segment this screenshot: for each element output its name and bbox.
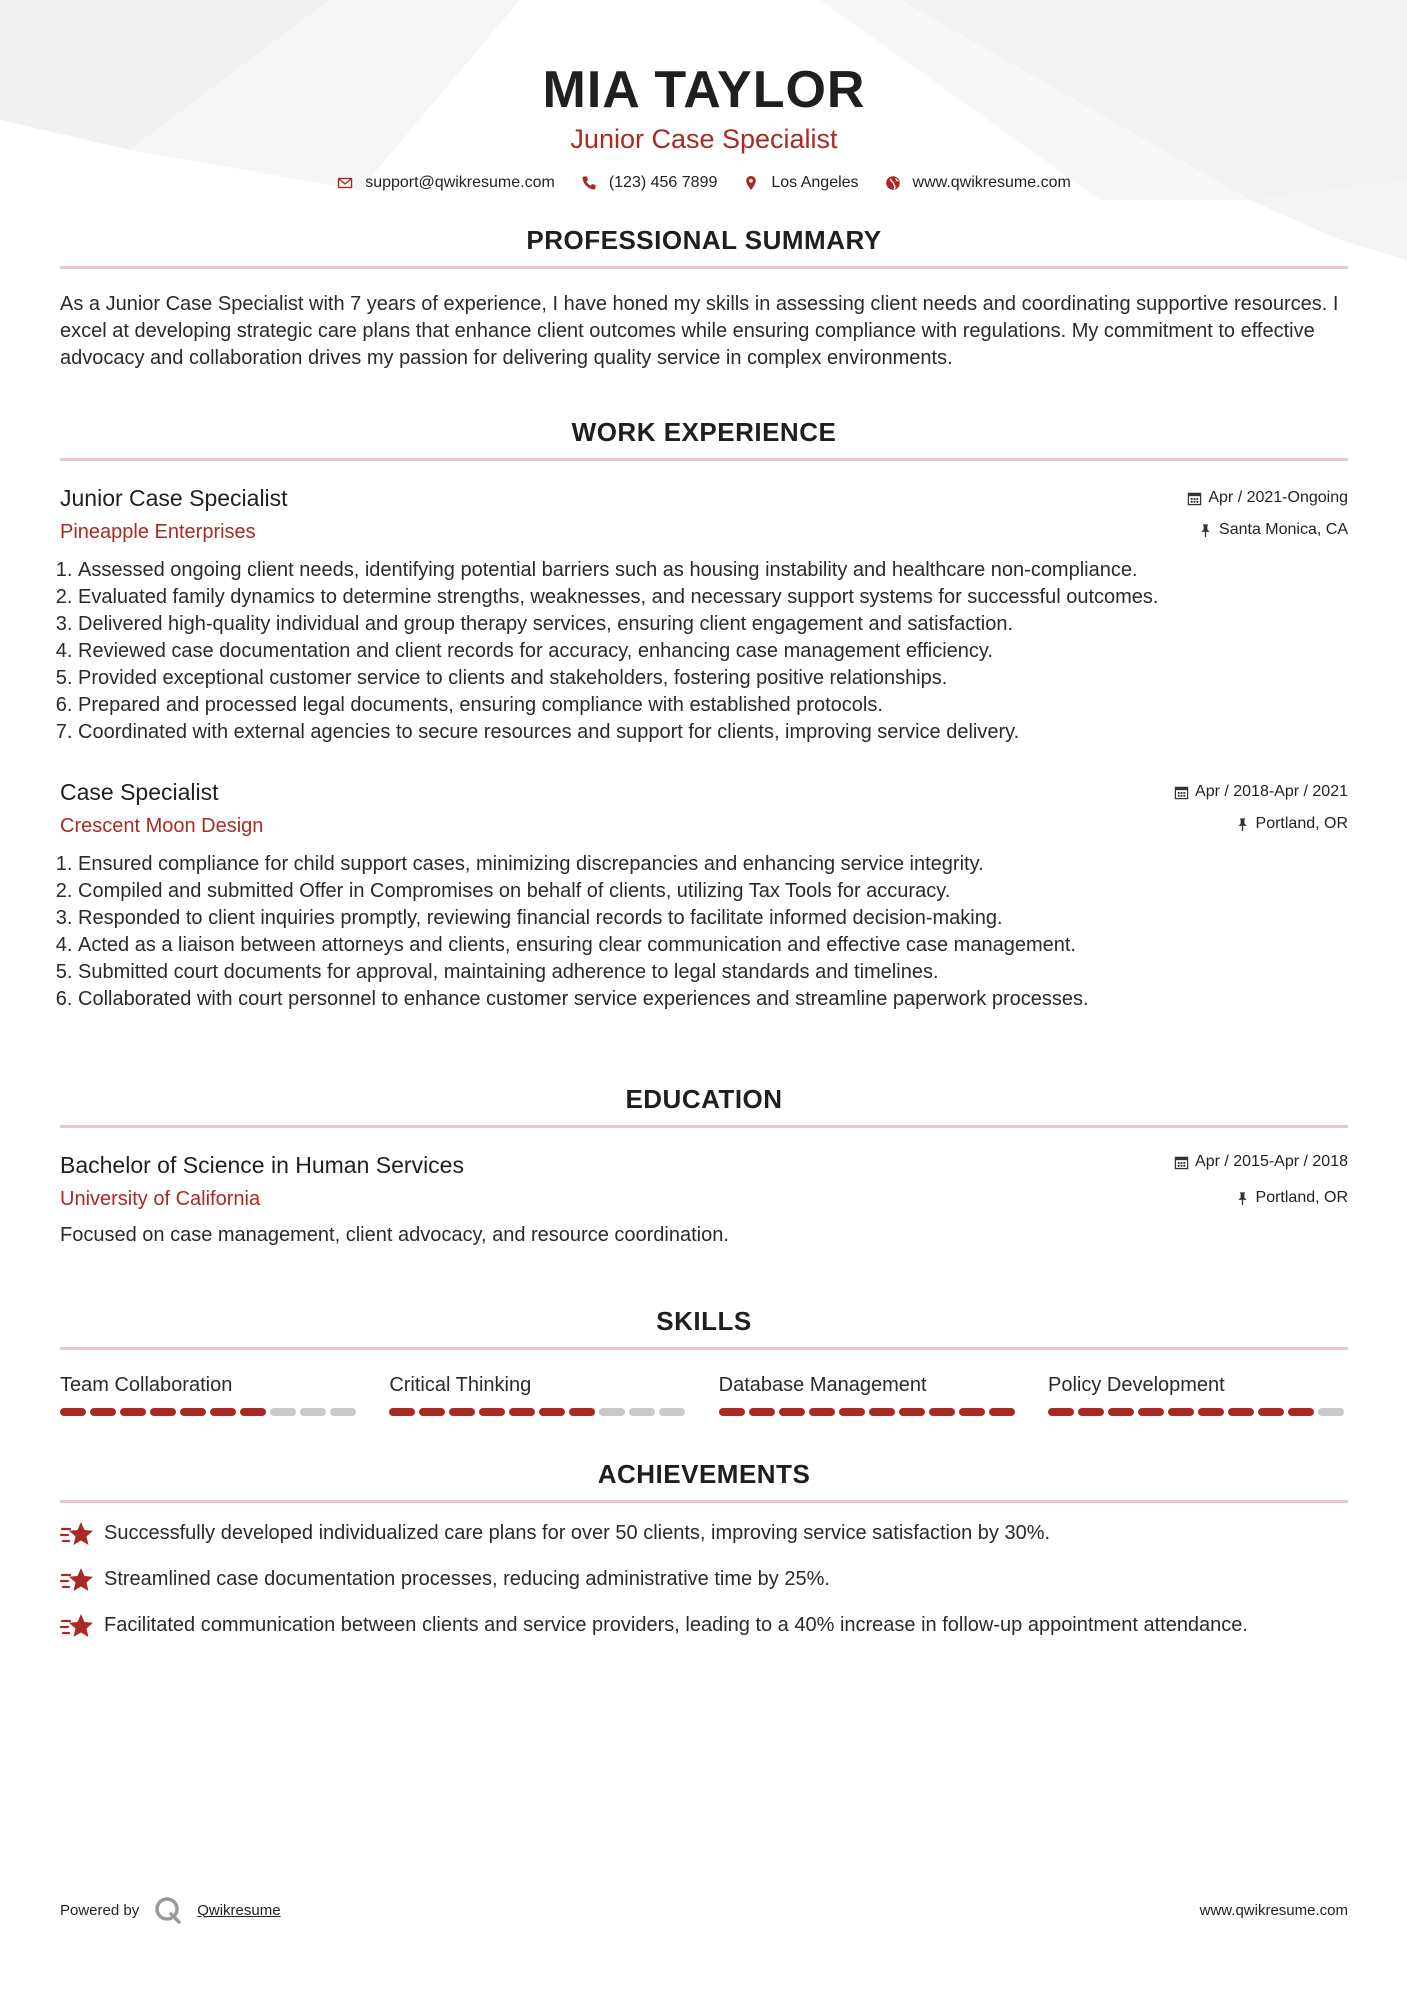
skill-level-bar [1048,1408,1348,1416]
list-item: 3. Responded to client inquiries promptly, reviewing financial records to facilitate informed decision-making. [78,905,1348,932]
skill-level-bar [389,1408,689,1416]
skill-item [60,1372,360,1416]
summary-section [60,224,1348,372]
section-divider [60,1125,1348,1128]
section-divider [60,1500,1348,1503]
contact-location-text: Los Angeles [771,174,859,191]
skill-segment-filled [509,1408,535,1416]
contact-phone-text: (123) 456 7899 [608,174,718,191]
qwikresume-link[interactable]: Qwikresume [197,1901,281,1919]
skill-segment-filled [539,1408,565,1416]
list-item: 6. Prepared and processed legal documents, ensuring compliance with established protocols. [78,692,1348,719]
skill-segment-filled [449,1408,475,1416]
skill-segment-empty [270,1408,296,1416]
achievement-item [60,1520,1348,1549]
education-dates: Apr / 2015-Apr / 2018 [1195,1153,1348,1170]
achievement-item [60,1566,1348,1595]
skill-segment-filled [1228,1408,1254,1416]
skill-segment-filled [749,1408,775,1416]
skill-segment-filled [839,1408,865,1416]
skill-segment-filled [240,1408,266,1416]
achievement-text: Streamlined case documentation processes, reducing administrative time by 25%. [104,1568,830,1590]
skill-item [1048,1372,1348,1416]
skill-segment-filled [389,1408,415,1416]
contact-website-text: www.qwikresume.com [912,174,1071,191]
experience-section [60,416,1348,1013]
list-item: 4. Reviewed case documentation and client records for accuracy, enhancing case management efficiency. [78,638,1348,665]
job-location: Santa Monica, CA [1219,521,1348,538]
skill-segment-filled [1138,1408,1164,1416]
globe-icon [885,175,901,191]
list-item: 6. Collaborated with court personnel to enhance customer service experiences and streamline paperwork processes. [78,986,1348,1013]
qwikresume-logo-icon [153,1895,183,1925]
skills-list [60,1372,1348,1416]
job-company: Pineapple Enterprises [60,521,256,543]
skill-segment-filled [809,1408,835,1416]
candidate-name: MIA TAYLOR [542,61,866,119]
calendar-icon [1187,491,1202,506]
experience-heading: WORK EXPERIENCE [571,417,837,447]
job-company: Crescent Moon Design [60,815,264,837]
contact-email[interactable] [337,174,555,192]
skill-name: Database Management [718,1374,927,1396]
job-location: Portland, OR [1255,815,1348,832]
education-location: Portland, OR [1255,1189,1348,1206]
achievement-item [60,1612,1348,1641]
achievements-section [60,1458,1348,1641]
skill-name: Policy Development [1047,1374,1225,1396]
list-item: 1. Assessed ongoing client needs, identifying potential barriers such as housing instability and healthcare non-compliance. [78,557,1348,584]
achievements-heading: ACHIEVEMENTS [597,1459,811,1489]
education-description: Focused on case management, client advocacy, and resource coordination. [60,1224,729,1246]
section-divider [60,1347,1348,1350]
skill-name: Critical Thinking [389,1374,532,1396]
achievement-text: Facilitated communication between clients and service providers, leading to a 40% increase in follow-up appointment attendance. [104,1614,1248,1636]
skill-level-bar [719,1408,1019,1416]
skill-segment-filled [419,1408,445,1416]
list-item: 4. Acted as a liaison between attorneys and clients, ensuring clear communication and effective case management. [78,932,1348,959]
job-title: Case Specialist [60,779,219,805]
skill-segment-filled [1198,1408,1224,1416]
job-responsibilities [60,851,1348,1013]
contact-email-text: support@qwikresume.com [365,174,555,191]
skill-segment-filled [479,1408,505,1416]
skill-segment-filled [1168,1408,1194,1416]
skill-segment-empty [599,1408,625,1416]
skill-segment-filled [210,1408,236,1416]
skill-segment-filled [120,1408,146,1416]
section-divider [60,458,1348,461]
job-responsibilities [60,557,1348,746]
job-dates: Apr / 2021-Ongoing [1208,489,1348,506]
job-entry [60,483,1348,746]
calendar-icon [1174,785,1189,800]
powered-by-label: Powered by [60,1901,140,1919]
envelope-icon [337,175,353,191]
section-divider [60,266,1348,269]
contact-location [743,174,858,192]
skill-segment-empty [1318,1408,1344,1416]
summary-text: As a Junior Case Specialist with 7 years of experience, I have honed my skills in assessing client needs and coordinating supportive resources. I excel at developing strategic care plans that enhance client outcomes while ensuring compliance with regulations. My commitment to effective advocacy and collaboration drives my passion for delivering quality service in complex environments. [60,293,1339,369]
list-item: 2. Evaluated family dynamics to determine strengths, weaknesses, and necessary support systems for successful outcomes. [78,584,1348,611]
job-meta [1174,777,1348,834]
skill-item [389,1372,689,1416]
skills-heading: SKILLS [656,1306,752,1336]
skill-segment-filled [869,1408,895,1416]
list-item: 3. Delivered high-quality individual and group therapy services, ensuring client engagement and satisfaction. [78,611,1348,638]
skill-segment-filled [899,1408,925,1416]
resume-header [60,58,1348,192]
skill-segment-filled [1078,1408,1104,1416]
education-entry [60,1150,1348,1249]
skill-segment-filled [1258,1408,1284,1416]
skill-segment-filled [989,1408,1015,1416]
phone-icon [581,175,597,191]
star-icon [60,1565,94,1595]
contact-website[interactable] [885,174,1071,192]
job-meta [1187,483,1348,540]
skill-segment-empty [659,1408,685,1416]
achievement-text: Successfully developed individualized care plans for over 50 clients, improving service satisfaction by 30%. [104,1522,1051,1544]
list-item: 7. Coordinated with external agencies to secure resources and support for clients, improving service delivery. [78,719,1348,746]
skill-segment-filled [569,1408,595,1416]
education-meta [1174,1150,1348,1208]
pushpin-icon [1235,1191,1250,1206]
pushpin-icon [1198,523,1213,538]
skill-segment-filled [150,1408,176,1416]
education-degree: Bachelor of Science in Human Services [60,1152,464,1178]
list-item: 5. Submitted court documents for approval, maintaining adherence to legal standards and timelines. [78,959,1348,986]
job-dates: Apr / 2018-Apr / 2021 [1195,783,1348,800]
calendar-icon [1174,1155,1189,1170]
skill-segment-filled [1108,1408,1134,1416]
contact-phone[interactable] [581,174,718,192]
education-section [60,1083,1348,1249]
skill-item [719,1372,1019,1416]
skill-segment-filled [929,1408,955,1416]
skill-segment-empty [330,1408,356,1416]
footer-website[interactable]: www.qwikresume.com [1199,1901,1348,1919]
skill-level-bar [60,1408,360,1416]
skill-segment-filled [1288,1408,1314,1416]
candidate-title: Junior Case Specialist [570,124,838,154]
skill-segment-filled [1048,1408,1074,1416]
skill-name: Team Collaboration [60,1374,233,1396]
skill-segment-filled [719,1408,745,1416]
skill-segment-filled [60,1408,86,1416]
page-footer [60,1895,1348,1925]
skill-segment-filled [779,1408,805,1416]
skill-segment-empty [300,1408,326,1416]
list-item: 5. Provided exceptional customer service to clients and stakeholders, fostering positive relationships. [78,665,1348,692]
education-heading: EDUCATION [625,1084,783,1114]
skill-segment-filled [959,1408,985,1416]
map-pin-icon [743,175,759,191]
pushpin-icon [1235,817,1250,832]
skill-segment-filled [180,1408,206,1416]
list-item: 1. Ensured compliance for child support cases, minimizing discrepancies and enhancing service integrity. [78,851,1348,878]
skills-section [60,1305,1348,1416]
job-title: Junior Case Specialist [60,485,288,511]
skill-segment-filled [90,1408,116,1416]
skill-segment-empty [629,1408,655,1416]
star-icon [60,1519,94,1549]
job-entry [60,777,1348,1013]
star-icon [60,1611,94,1641]
education-school: University of California [60,1188,261,1210]
contact-bar [60,174,1348,192]
list-item: 2. Compiled and submitted Offer in Compromises on behalf of clients, utilizing Tax Tools for accuracy. [78,878,1348,905]
summary-heading: PROFESSIONAL SUMMARY [526,225,882,255]
